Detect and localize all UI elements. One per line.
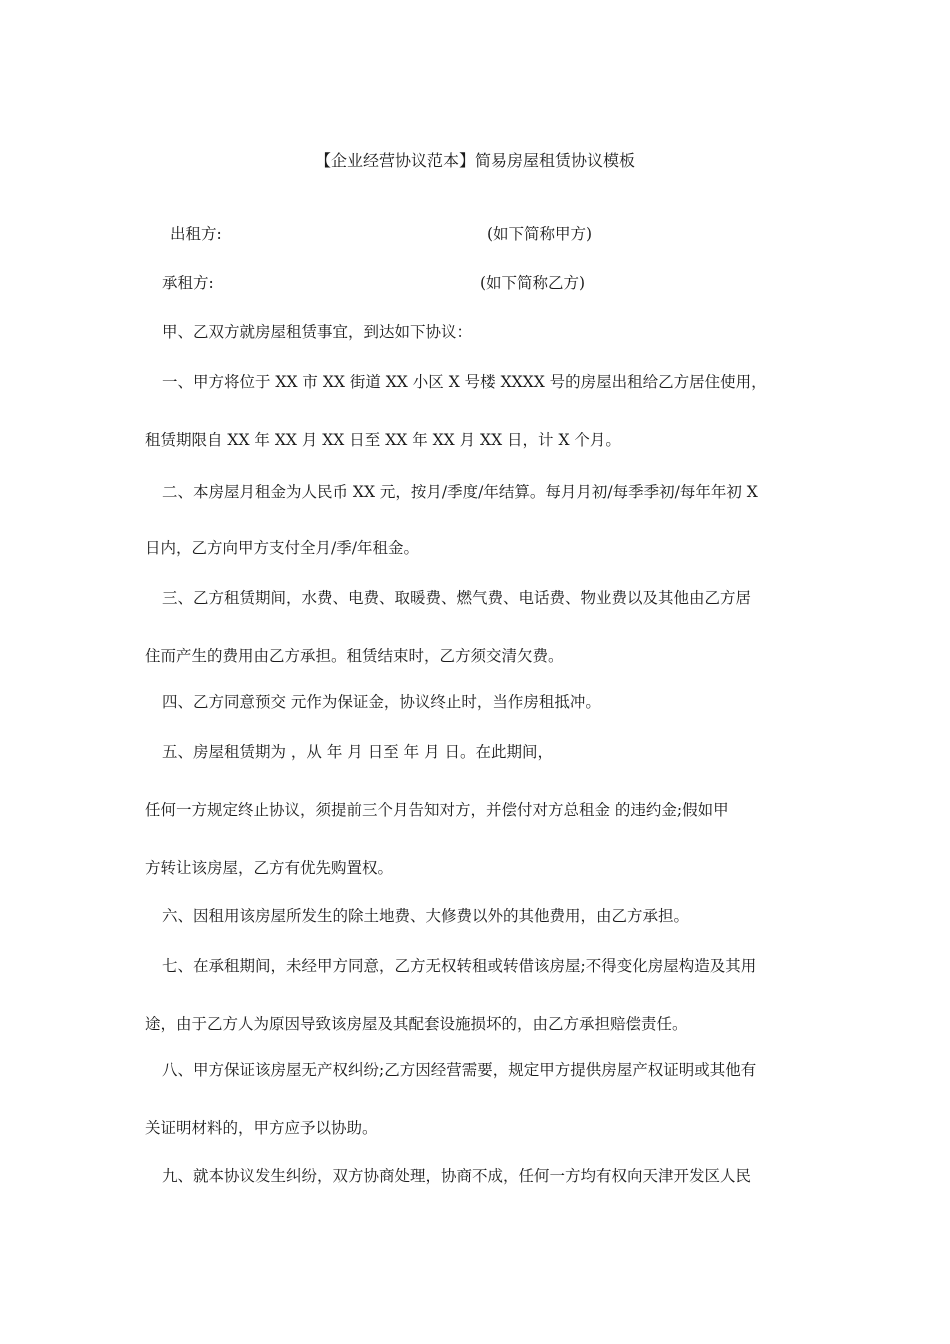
lessor-label: 出租方:	[170, 225, 222, 243]
paragraph-line: 八、甲方保证该房屋无产权纠纷;乙方因经营需要，规定甲方提供房屋产权证明或其他有	[162, 1061, 757, 1079]
paragraph-line: 四、乙方同意预交 元作为保证金，协议终止时，当作房租抵冲。	[162, 693, 601, 711]
paragraph-line: 一、甲方将位于 XX 市 XX 街道 XX 小区 X 号楼 XXXX 号的房屋出租给乙方居住使用，	[162, 373, 767, 391]
paragraph-line: 二、本房屋月租金为人民币 XX 元，按月/季度/年结算。每月月初/每季季初/每年年初 X	[162, 483, 758, 501]
paragraph-line: 关证明材料的，甲方应予以协助。	[145, 1119, 378, 1137]
paragraph-line: 甲、乙双方就房屋租赁事宜，到达如下协议：	[162, 323, 473, 341]
paragraph-line: 任何一方规定终止协议，须提前三个月告知对方，并偿付对方总租金 的违约金;假如甲	[145, 801, 729, 819]
paragraph-line: 日内，乙方向甲方支付全月/季/年租金。	[145, 539, 419, 557]
paragraph-line: 途，由于乙方人为原因导致该房屋及其配套设施损坏的，由乙方承担赔偿责任。	[145, 1015, 688, 1033]
paragraph-line: 住而产生的费用由乙方承担。租赁结束时，乙方须交清欠费。	[145, 647, 564, 665]
paragraph-line: 五、房屋租赁期为 ，从 年 月 日至 年 月 日。在此期间，	[162, 743, 553, 761]
paragraph-line: 六、因租用该房屋所发生的除土地费、大修费以外的其他费用，由乙方承担。	[162, 907, 690, 925]
paragraph-line: 方转让该房屋，乙方有优先购置权。	[145, 859, 394, 877]
lessee-label: 承租方:	[162, 274, 214, 292]
lessee-note: (如下简称乙方)	[480, 274, 586, 292]
document-title: 【企业经营协议范本】简易房屋租赁协议模板	[314, 151, 635, 170]
lessor-note: (如下简称甲方)	[487, 225, 593, 243]
paragraph-line: 租赁期限自 XX 年 XX 月 XX 日至 XX 年 XX 月 XX 日，计 X 个月。	[145, 431, 621, 449]
paragraph-line: 九、就本协议发生纠纷，双方协商处理，协商不成，任何一方均有权向天津开发区人民	[162, 1167, 752, 1185]
paragraph-line: 三、乙方租赁期间，水费、电费、取暖费、燃气费、电话费、物业费以及其他由乙方居	[162, 589, 752, 607]
paragraph-line: 七、在承租期间，未经甲方同意，乙方无权转租或转借该房屋;不得变化房屋构造及其用	[162, 957, 757, 975]
